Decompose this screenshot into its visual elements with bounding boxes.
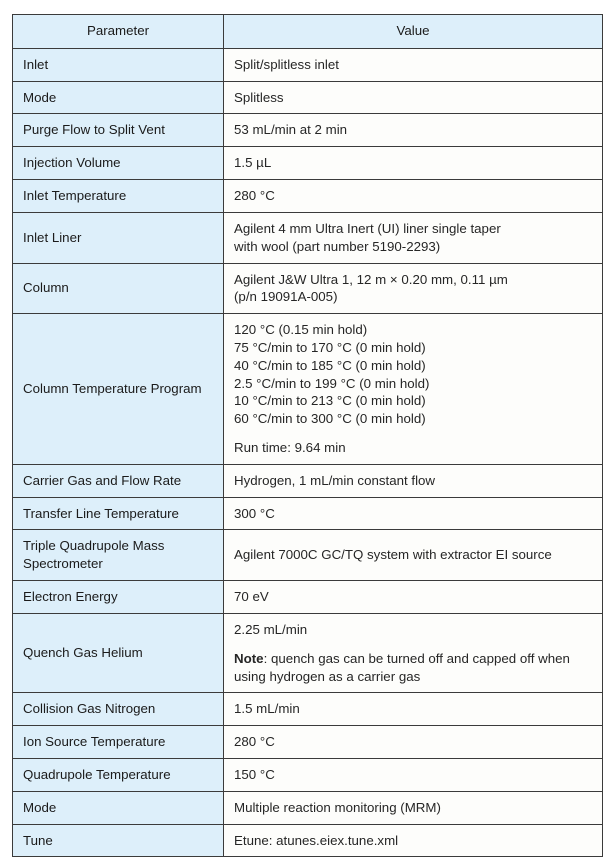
value-cell	[224, 314, 603, 465]
table-row	[13, 693, 603, 726]
value-cell: 1.5 mL/min	[224, 693, 603, 726]
column-header-parameter: Parameter	[13, 15, 224, 49]
column-header-value: Value	[224, 15, 603, 49]
param-cell: Mode	[13, 791, 224, 824]
run-time-line: Run time: 9.64 min	[234, 440, 346, 455]
value-cell: Etune: atunes.eiex.tune.xml	[224, 824, 603, 857]
value-cell: 53 mL/min at 2 min	[224, 114, 603, 147]
value-cell: 280 °C	[224, 180, 603, 213]
param-cell: Inlet Liner	[13, 212, 224, 263]
param-cell: Ion Source Temperature	[13, 726, 224, 759]
table-row	[13, 147, 603, 180]
value-cell: 1.5 µL	[224, 147, 603, 180]
param-cell: Carrier Gas and Flow Rate	[13, 464, 224, 497]
table-row	[13, 530, 603, 581]
param-cell: Transfer Line Temperature	[13, 497, 224, 530]
table-row	[13, 726, 603, 759]
value-cell: Splitless	[224, 81, 603, 114]
gc-ms-parameters-table	[12, 14, 603, 857]
param-cell: Column	[13, 263, 224, 314]
value-cell: 150 °C	[224, 758, 603, 791]
value-cell: Multiple reaction monitoring (MRM)	[224, 791, 603, 824]
table-row	[13, 81, 603, 114]
table-row	[13, 212, 603, 263]
value-line: 75 °C/min to 170 °C (0 min hold)	[234, 339, 426, 355]
value-line: 2.25 mL/min	[234, 621, 308, 637]
value-cell: 70 eV	[224, 581, 603, 614]
param-cell: Column Temperature Program	[13, 314, 224, 465]
table-row	[13, 263, 603, 314]
table-row	[13, 613, 603, 692]
note-line	[234, 650, 594, 686]
value-line: 2.5 °C/min to 199 °C (0 min hold)	[234, 375, 430, 391]
value-line: with wool (part number 5190-2293)	[234, 238, 441, 254]
value-cell: Hydrogen, 1 mL/min constant flow	[224, 464, 603, 497]
param-cell: Quadrupole Temperature	[13, 758, 224, 791]
table-body	[13, 48, 603, 857]
table-row	[13, 497, 603, 530]
param-cell: Mode	[13, 81, 224, 114]
table-row	[13, 581, 603, 614]
param-cell: Tune	[13, 824, 224, 857]
value-cell	[224, 263, 603, 314]
param-cell: Electron Energy	[13, 581, 224, 614]
value-cell: Agilent 7000C GC/TQ system with extractor EI source	[224, 530, 603, 581]
param-cell: Injection Volume	[13, 147, 224, 180]
value-line: Agilent 4 mm Ultra Inert (UI) liner single taper	[234, 220, 501, 236]
note-text: : quench gas can be turned off and capped off when using hydrogen as a carrier gas	[234, 650, 570, 684]
value-line: 60 °C/min to 300 °C (0 min hold)	[234, 411, 426, 427]
value-line: 120 °C (0.15 min hold)	[234, 322, 368, 338]
table-header-row	[13, 15, 603, 49]
param-cell: Inlet Temperature	[13, 180, 224, 213]
value-cell	[224, 613, 603, 692]
table-row	[13, 791, 603, 824]
value-line: Agilent J&W Ultra 1, 12 m × 0.20 mm, 0.11 µm	[234, 271, 508, 287]
table-row	[13, 824, 603, 857]
table-header	[13, 15, 603, 49]
table-row	[13, 464, 603, 497]
table-row	[13, 114, 603, 147]
value-line: 10 °C/min to 213 °C (0 min hold)	[234, 393, 426, 409]
param-cell: Purge Flow to Split Vent	[13, 114, 224, 147]
param-cell: Quench Gas Helium	[13, 613, 224, 692]
specification-table-container	[12, 14, 602, 857]
table-row	[13, 180, 603, 213]
value-line: 40 °C/min to 185 °C (0 min hold)	[234, 357, 426, 373]
table-row	[13, 48, 603, 81]
value-cell: 300 °C	[224, 497, 603, 530]
param-cell: Inlet	[13, 48, 224, 81]
note-label: Note	[234, 650, 264, 666]
value-line: (p/n 19091A-005)	[234, 289, 338, 305]
value-cell: 280 °C	[224, 726, 603, 759]
table-row	[13, 314, 603, 465]
param-cell: Collision Gas Nitrogen	[13, 693, 224, 726]
table-row	[13, 758, 603, 791]
param-cell: Triple Quadrupole Mass Spectrometer	[13, 530, 224, 581]
value-cell: Split/splitless inlet	[224, 48, 603, 81]
value-cell	[224, 212, 603, 263]
